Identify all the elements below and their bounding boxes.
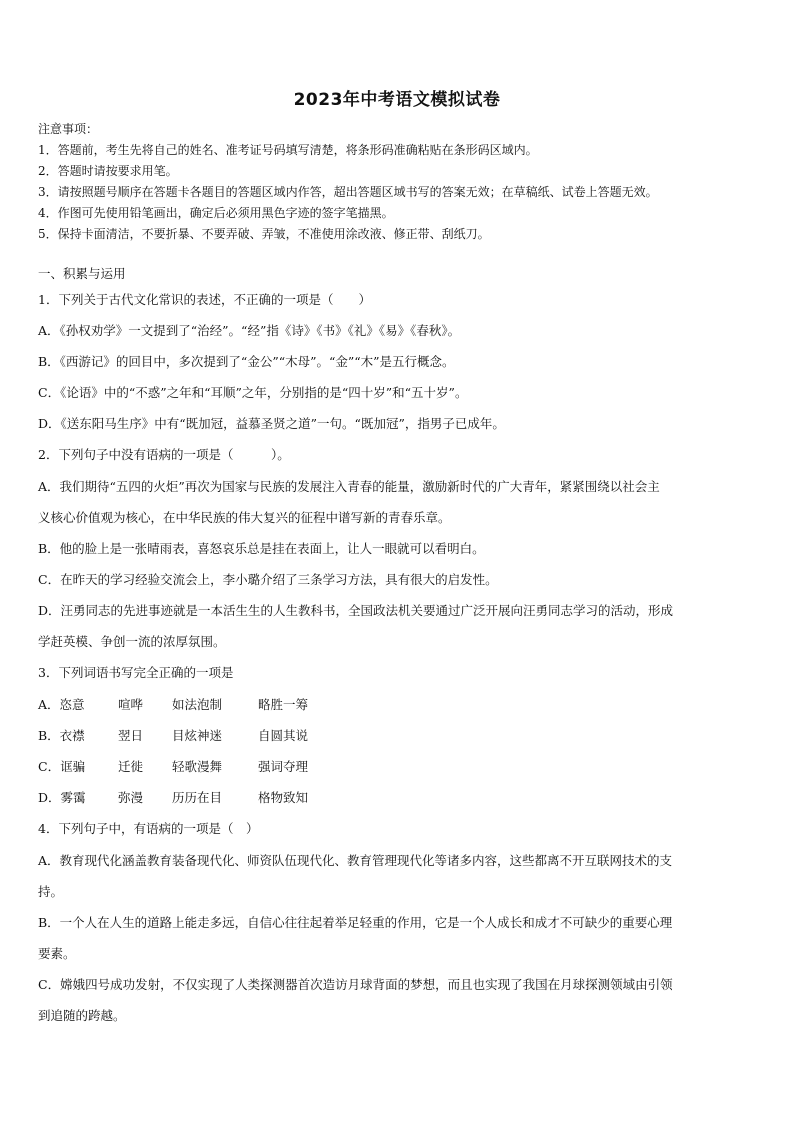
- question-2-option-c: C．在昨天的学习经验交流会上，李小璐介绍了三条学习方法，具有很大的启发性。: [38, 572, 498, 587]
- question-2-stem: 2．下列句子中没有语病的一项是（ ）。: [38, 447, 290, 462]
- notice-item: 4．作图可先使用铅笔画出，确定后必须用黑色字迹的签字笔描黑。: [38, 206, 394, 220]
- question-4-option-c-cont: 到追随的跨越。: [38, 1008, 126, 1023]
- question-2-option-a: A．我们期待“五四的火炬”再次为国家与民族的发展注入青春的能量，激励新时代的广大青年，紧紧围绕以社会主: [38, 479, 660, 494]
- option-word: 略胜一筹: [258, 697, 309, 712]
- notice-heading: 注意事项：: [38, 122, 99, 136]
- option-word: 格物致知: [258, 790, 309, 805]
- notice-item: 2．答题时请按要求用笔。: [38, 164, 178, 178]
- question-2-option-d: D．汪勇同志的先进事迹就是一本活生生的人生教科书，全国政法机关要通过广泛开展向汪勇同志学习的活动，形成: [38, 603, 674, 618]
- option-label: A．恣意: [38, 697, 85, 712]
- option-word: 强词夺理: [258, 759, 309, 774]
- question-4-option-b-cont: 要素。: [38, 946, 76, 961]
- question-1-option-c: C．《论语》中的“不惑”之年和“耳顺”之年，分别指的是“四十岁”和“五十岁”。: [38, 385, 468, 400]
- question-1-option-a: A．《孙权劝学》一文提到了“治经”。“经”指《诗》《书》《礼》《易》《春秋》。: [38, 323, 461, 338]
- notice-item: 3．请按照题号顺序在答题卡各题目的答题区域内作答，超出答题区域书写的答案无效；在草稿纸、试卷上答题无效。: [38, 185, 658, 199]
- option-word: 自圆其说: [258, 728, 309, 743]
- option-word: 迁徙: [118, 759, 144, 774]
- page-title: 2023年中考语文模拟试卷: [293, 90, 501, 110]
- section-heading: 一、积累与运用: [38, 266, 126, 281]
- option-word: 喧哗: [118, 697, 144, 712]
- notice-item: 1．答题前，考生先将自己的姓名、准考证号码填写清楚，将条形码准确粘贴在条形码区域内。: [38, 143, 538, 157]
- question-2-option-b: B．他的脸上是一张晴雨表，喜怒哀乐总是挂在表面上，让人一眼就可以看明白。: [38, 541, 485, 556]
- question-4-option-b: B．一个人在人生的道路上能走多远，自信心往往起着举足轻重的作用，它是一个人成长和成才不可缺少的重要心理: [38, 915, 673, 930]
- option-label: C．诓骗: [38, 759, 86, 774]
- notice-item: 5．保持卡面清洁，不要折暴、不要弄破、弄皱，不准使用涂改液、修正带、刮纸刀。: [38, 227, 490, 241]
- option-word: 目炫神迷: [172, 728, 223, 743]
- option-word: 翌日: [118, 728, 144, 743]
- option-word: 历历在目: [172, 790, 223, 805]
- option-label: B．衣襟: [38, 728, 85, 743]
- question-2-option-a-cont: 义核心价值观为核心，在中华民族的伟大复兴的征程中谱写新的青春乐章。: [38, 510, 451, 525]
- question-4-option-c: C．嫦娥四号成功发射，不仅实现了人类探测器首次造访月球背面的梦想，而且也实现了我国在月球探测领域由引领: [38, 977, 673, 992]
- option-label: D．雾霭: [38, 790, 86, 805]
- option-word: 轻歌漫舞: [172, 759, 223, 774]
- question-4-stem: 4．下列句子中，有语病的一项是（ ）: [38, 821, 259, 836]
- question-1-option-d: D．《送东阳马生序》中有“既加冠，益慕圣贤之道”一句。“既加冠”，指男子已成年。: [38, 416, 505, 431]
- question-1-option-b: B．《西游记》的回目中，多次提到了“金公”“木母”。“金”“木”是五行概念。: [38, 354, 455, 369]
- option-word: 弥漫: [118, 790, 144, 805]
- option-word: 如法泡制: [172, 697, 223, 712]
- question-2-option-d-cont: 学赶英模、争创一流的浓厚氛围。: [38, 634, 226, 649]
- question-4-option-a: A．教育现代化涵盖教育装备现代化、师资队伍现代化、教育管理现代化等诸多内容，这些都离不开互联网技术的支: [38, 853, 673, 868]
- question-3-stem: 3．下列词语书写完全正确的一项是: [38, 665, 234, 680]
- question-1-stem: 1．下列关于古代文化常识的表述，不正确的一项是（ ）: [38, 292, 371, 307]
- question-4-option-a-cont: 持。: [38, 884, 64, 899]
